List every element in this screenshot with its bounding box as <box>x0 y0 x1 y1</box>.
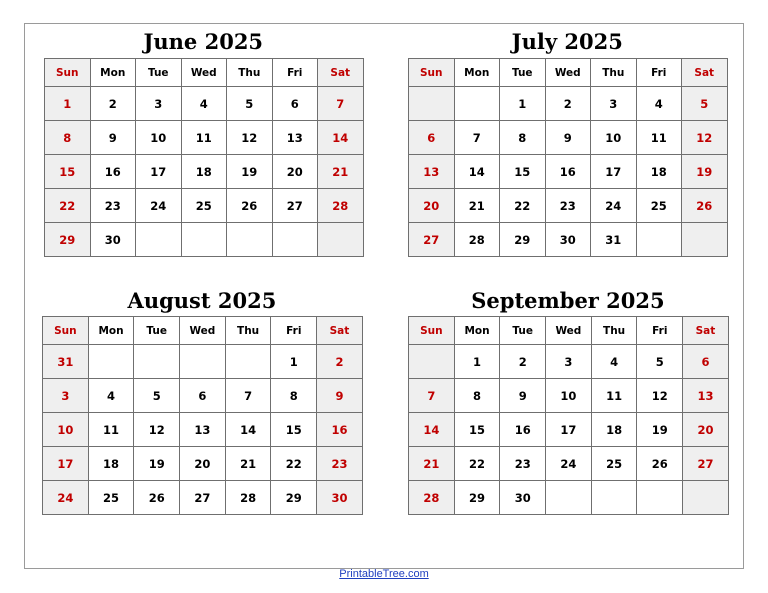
weekday-header: Fri <box>271 317 317 345</box>
weekday-header: Tue <box>136 59 182 87</box>
day-cell: 8 <box>271 379 317 413</box>
day-cell: 11 <box>591 379 637 413</box>
day-cell: 3 <box>591 87 637 121</box>
day-cell: 23 <box>317 447 363 481</box>
week-row <box>45 189 364 223</box>
weekday-header: Sat <box>318 59 364 87</box>
day-cell: 31 <box>43 345 89 379</box>
day-cell: 6 <box>683 345 729 379</box>
empty-day-cell <box>636 223 682 257</box>
week-row <box>409 345 729 379</box>
day-cell: 13 <box>409 155 455 189</box>
weekday-header-row <box>409 59 728 87</box>
week-row <box>409 121 728 155</box>
day-cell: 12 <box>682 121 728 155</box>
day-cell: 18 <box>636 155 682 189</box>
day-cell: 2 <box>545 87 591 121</box>
month-calendar-grid <box>42 316 363 515</box>
weekday-header: Sat <box>317 317 363 345</box>
day-cell: 17 <box>43 447 89 481</box>
week-row <box>409 189 728 223</box>
empty-day-cell <box>181 223 227 257</box>
day-cell: 6 <box>409 121 455 155</box>
day-cell: 30 <box>545 223 591 257</box>
day-cell: 5 <box>637 345 683 379</box>
day-cell: 22 <box>45 189 91 223</box>
day-cell: 30 <box>500 481 546 515</box>
day-cell: 16 <box>500 413 546 447</box>
weekday-header: Thu <box>225 317 271 345</box>
day-cell: 19 <box>134 447 180 481</box>
month-title: June 2025 <box>143 29 264 54</box>
day-cell: 27 <box>409 223 455 257</box>
month-calendar-grid <box>408 316 729 515</box>
day-cell: 4 <box>636 87 682 121</box>
day-cell: 27 <box>180 481 226 515</box>
day-cell: 16 <box>317 413 363 447</box>
weekday-header: Tue <box>500 59 546 87</box>
day-cell: 11 <box>636 121 682 155</box>
month-title: July 2025 <box>511 29 623 54</box>
empty-day-cell <box>409 87 455 121</box>
day-cell: 3 <box>136 87 182 121</box>
day-cell: 9 <box>90 121 136 155</box>
day-cell: 16 <box>545 155 591 189</box>
day-cell: 12 <box>637 379 683 413</box>
week-row <box>45 121 364 155</box>
weekday-header: Sun <box>45 59 91 87</box>
day-cell: 25 <box>591 447 637 481</box>
day-cell: 30 <box>90 223 136 257</box>
day-cell: 7 <box>318 87 364 121</box>
day-cell: 22 <box>454 447 500 481</box>
day-cell: 27 <box>683 447 729 481</box>
day-cell: 28 <box>318 189 364 223</box>
day-cell: 24 <box>43 481 89 515</box>
month-calendar-grid <box>408 58 728 257</box>
day-cell: 6 <box>272 87 318 121</box>
day-cell: 28 <box>225 481 271 515</box>
weekday-header: Fri <box>272 59 318 87</box>
weekday-header: Sun <box>409 59 455 87</box>
day-cell: 19 <box>682 155 728 189</box>
week-row <box>43 379 363 413</box>
day-cell: 12 <box>134 413 180 447</box>
day-cell: 14 <box>454 155 500 189</box>
day-cell: 18 <box>591 413 637 447</box>
day-cell: 7 <box>454 121 500 155</box>
empty-day-cell <box>683 481 729 515</box>
day-cell: 21 <box>225 447 271 481</box>
day-cell: 3 <box>43 379 89 413</box>
day-cell: 6 <box>180 379 226 413</box>
day-cell: 15 <box>454 413 500 447</box>
day-cell: 30 <box>317 481 363 515</box>
day-cell: 2 <box>317 345 363 379</box>
day-cell: 25 <box>181 189 227 223</box>
day-cell: 23 <box>545 189 591 223</box>
day-cell: 3 <box>546 345 592 379</box>
empty-day-cell <box>227 223 273 257</box>
day-cell: 17 <box>546 413 592 447</box>
week-row <box>409 155 728 189</box>
day-cell: 15 <box>45 155 91 189</box>
day-cell: 20 <box>409 189 455 223</box>
day-cell: 4 <box>181 87 227 121</box>
week-row <box>45 155 364 189</box>
week-row <box>409 87 728 121</box>
day-cell: 31 <box>591 223 637 257</box>
footer-link[interactable]: PrintableTree.com <box>339 568 429 580</box>
week-row <box>409 413 729 447</box>
day-cell: 20 <box>272 155 318 189</box>
day-cell: 5 <box>227 87 273 121</box>
month-title: August 2025 <box>127 288 277 313</box>
day-cell: 8 <box>45 121 91 155</box>
empty-day-cell <box>682 223 728 257</box>
day-cell: 27 <box>272 189 318 223</box>
empty-day-cell <box>134 345 180 379</box>
weekday-header: Mon <box>454 317 500 345</box>
day-cell: 29 <box>45 223 91 257</box>
day-cell: 18 <box>88 447 134 481</box>
day-cell: 29 <box>500 223 546 257</box>
empty-day-cell <box>180 345 226 379</box>
day-cell: 16 <box>90 155 136 189</box>
weekday-header: Wed <box>545 59 591 87</box>
empty-day-cell <box>546 481 592 515</box>
day-cell: 7 <box>225 379 271 413</box>
day-cell: 21 <box>409 447 455 481</box>
day-cell: 13 <box>683 379 729 413</box>
day-cell: 14 <box>318 121 364 155</box>
week-row <box>43 345 363 379</box>
day-cell: 8 <box>454 379 500 413</box>
weekday-header: Thu <box>591 59 637 87</box>
weekday-header: Sun <box>409 317 455 345</box>
week-row <box>409 481 729 515</box>
day-cell: 1 <box>45 87 91 121</box>
weekday-header: Thu <box>227 59 273 87</box>
weekday-header-row <box>409 317 729 345</box>
day-cell: 10 <box>43 413 89 447</box>
empty-day-cell <box>409 345 455 379</box>
day-cell: 26 <box>682 189 728 223</box>
day-cell: 11 <box>88 413 134 447</box>
week-row <box>43 481 363 515</box>
day-cell: 11 <box>181 121 227 155</box>
week-row <box>45 87 364 121</box>
month-calendar-grid <box>44 58 364 257</box>
weekday-header: Sat <box>683 317 729 345</box>
week-row <box>409 447 729 481</box>
day-cell: 22 <box>271 447 317 481</box>
empty-day-cell <box>272 223 318 257</box>
weekday-header: Thu <box>591 317 637 345</box>
day-cell: 23 <box>500 447 546 481</box>
day-cell: 8 <box>500 121 546 155</box>
day-cell: 21 <box>454 189 500 223</box>
day-cell: 23 <box>90 189 136 223</box>
empty-day-cell <box>454 87 500 121</box>
week-row <box>409 379 729 413</box>
month-title: September 2025 <box>471 288 665 313</box>
weekday-header: Wed <box>180 317 226 345</box>
day-cell: 29 <box>454 481 500 515</box>
day-cell: 24 <box>546 447 592 481</box>
weekday-header: Wed <box>181 59 227 87</box>
week-row <box>43 447 363 481</box>
day-cell: 17 <box>591 155 637 189</box>
day-cell: 25 <box>88 481 134 515</box>
day-cell: 17 <box>136 155 182 189</box>
day-cell: 2 <box>500 345 546 379</box>
weekday-header: Wed <box>546 317 592 345</box>
day-cell: 28 <box>454 223 500 257</box>
empty-day-cell <box>225 345 271 379</box>
day-cell: 21 <box>318 155 364 189</box>
day-cell: 22 <box>500 189 546 223</box>
weekday-header: Mon <box>454 59 500 87</box>
day-cell: 13 <box>272 121 318 155</box>
week-row <box>43 413 363 447</box>
day-cell: 2 <box>90 87 136 121</box>
weekday-header: Mon <box>90 59 136 87</box>
day-cell: 14 <box>225 413 271 447</box>
day-cell: 9 <box>545 121 591 155</box>
day-cell: 5 <box>134 379 180 413</box>
weekday-header-row <box>45 59 364 87</box>
week-row <box>45 223 364 257</box>
day-cell: 9 <box>500 379 546 413</box>
day-cell: 29 <box>271 481 317 515</box>
day-cell: 7 <box>409 379 455 413</box>
day-cell: 19 <box>227 155 273 189</box>
day-cell: 4 <box>88 379 134 413</box>
day-cell: 15 <box>271 413 317 447</box>
weekday-header: Tue <box>500 317 546 345</box>
empty-day-cell <box>318 223 364 257</box>
day-cell: 10 <box>136 121 182 155</box>
weekday-header: Fri <box>637 317 683 345</box>
day-cell: 26 <box>134 481 180 515</box>
day-cell: 28 <box>409 481 455 515</box>
weekday-header: Tue <box>134 317 180 345</box>
day-cell: 18 <box>181 155 227 189</box>
day-cell: 25 <box>636 189 682 223</box>
day-cell: 26 <box>637 447 683 481</box>
day-cell: 20 <box>180 447 226 481</box>
day-cell: 15 <box>500 155 546 189</box>
day-cell: 9 <box>317 379 363 413</box>
day-cell: 10 <box>546 379 592 413</box>
day-cell: 12 <box>227 121 273 155</box>
weekday-header: Mon <box>88 317 134 345</box>
day-cell: 1 <box>500 87 546 121</box>
empty-day-cell <box>136 223 182 257</box>
weekday-header: Sat <box>682 59 728 87</box>
day-cell: 26 <box>227 189 273 223</box>
day-cell: 4 <box>591 345 637 379</box>
weekday-header: Sun <box>43 317 89 345</box>
day-cell: 10 <box>591 121 637 155</box>
day-cell: 24 <box>591 189 637 223</box>
empty-day-cell <box>637 481 683 515</box>
day-cell: 1 <box>271 345 317 379</box>
day-cell: 1 <box>454 345 500 379</box>
empty-day-cell <box>591 481 637 515</box>
empty-day-cell <box>88 345 134 379</box>
day-cell: 13 <box>180 413 226 447</box>
day-cell: 19 <box>637 413 683 447</box>
weekday-header-row <box>43 317 363 345</box>
day-cell: 14 <box>409 413 455 447</box>
week-row <box>409 223 728 257</box>
day-cell: 24 <box>136 189 182 223</box>
weekday-header: Fri <box>636 59 682 87</box>
day-cell: 20 <box>683 413 729 447</box>
day-cell: 5 <box>682 87 728 121</box>
